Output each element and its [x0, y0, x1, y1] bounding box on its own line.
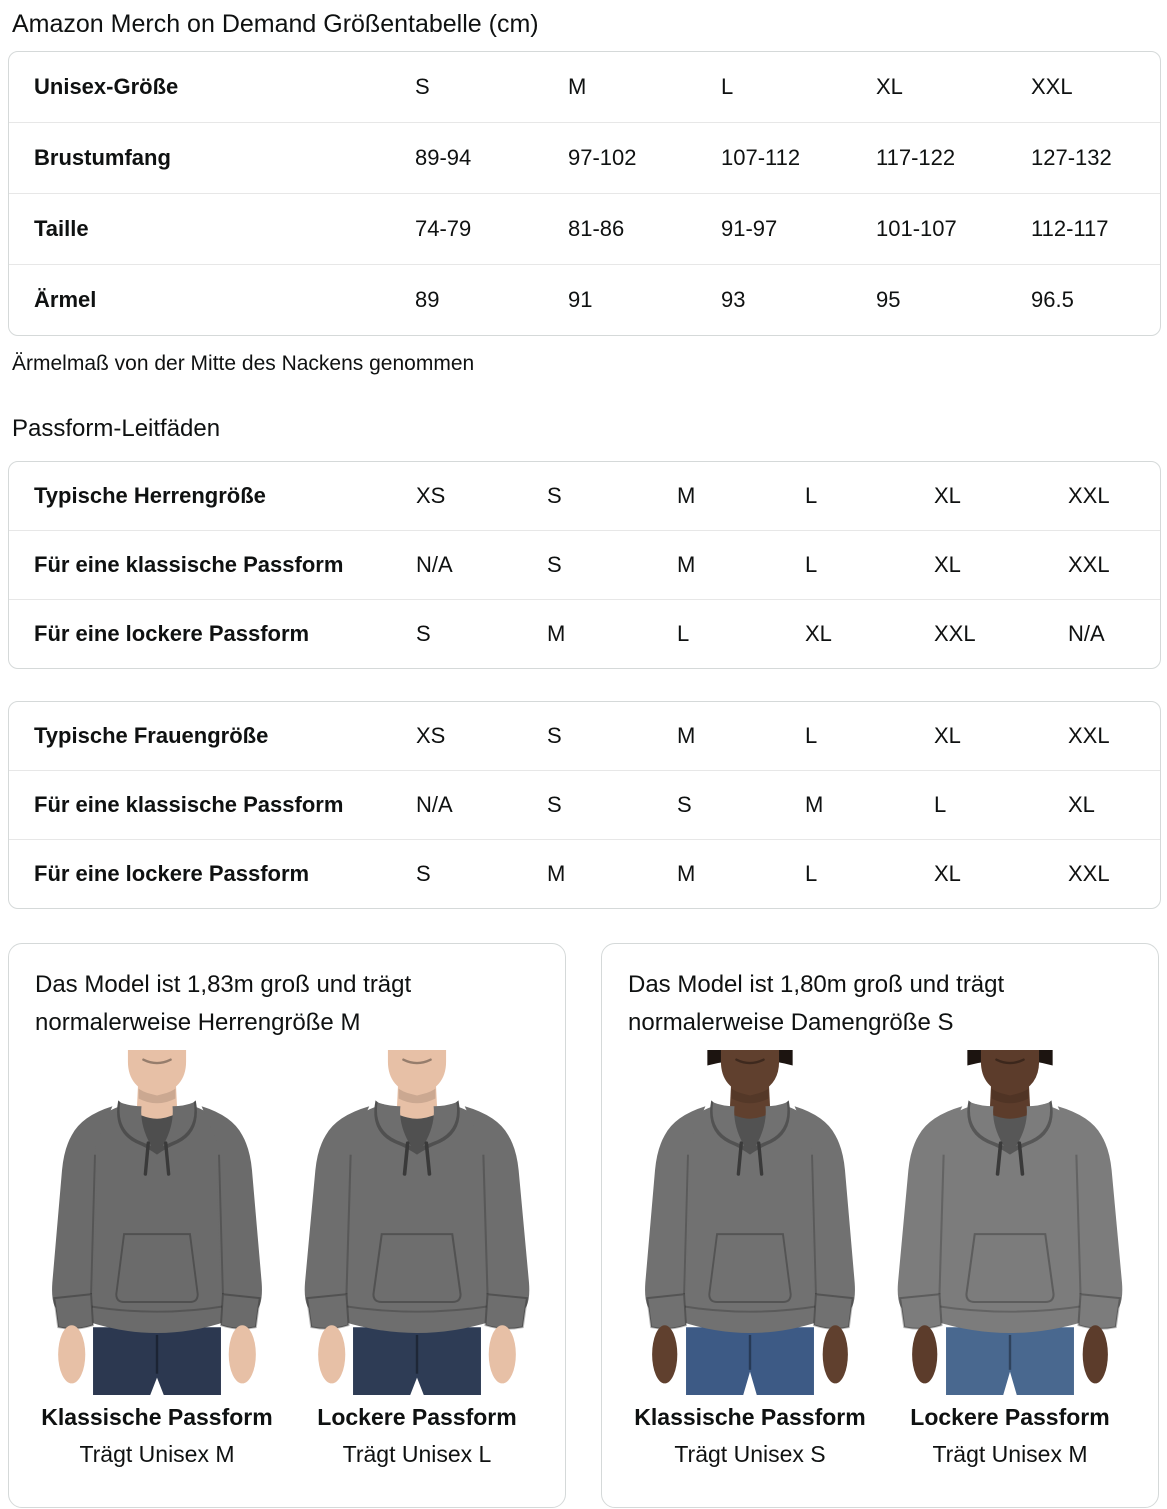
size-cell: XL — [934, 483, 961, 508]
size-cell: L — [677, 599, 805, 668]
hoodie-model-illustration — [624, 1050, 876, 1395]
hoodie-model-illustration — [291, 1050, 543, 1395]
table-row — [9, 264, 1160, 335]
size-cell: M — [547, 839, 677, 908]
size-chart-page — [0, 9, 1167, 1508]
mens-fit-table — [8, 461, 1161, 669]
size-cell: S — [547, 723, 562, 748]
womens-model-card — [601, 943, 1159, 1508]
size-cell: L — [721, 74, 734, 99]
size-cell: M — [568, 74, 587, 99]
row-label: Typische Frauengröße — [34, 723, 269, 748]
size-cell: N/A — [416, 530, 547, 599]
model-description: Das Model ist 1,83m groß und trägt normalerweise Herrengröße M — [35, 971, 412, 1036]
size-cell: M — [677, 530, 805, 599]
row-label: Für eine klassische Passform — [9, 770, 416, 839]
size-caption: Trägt Unisex M — [932, 1441, 1088, 1468]
size-cell: XXL — [1068, 530, 1160, 599]
jeans — [353, 1327, 481, 1395]
row-label: Für eine lockere Passform — [9, 599, 416, 668]
size-cell: 89 — [415, 264, 568, 335]
table-row — [9, 599, 1160, 668]
size-cell: L — [805, 723, 818, 748]
model-description: Das Model ist 1,80m groß und trägt normalerweise Damengröße S — [628, 971, 1005, 1036]
size-cell: L — [805, 483, 818, 508]
model-figure-loose-fit — [884, 1050, 1136, 1468]
size-cell: XXL — [1068, 483, 1110, 508]
size-cell: 127-132 — [1031, 122, 1160, 193]
page-title: Amazon Merch on Demand Größentabelle (cm) — [12, 10, 539, 38]
model-figure-loose-fit — [291, 1050, 543, 1468]
size-cell: M — [677, 483, 696, 508]
table-row — [9, 193, 1160, 264]
sleeve-measure-note: Ärmelmaß von der Mitte des Nackens genommen — [12, 352, 475, 375]
size-cell: XL — [876, 74, 903, 99]
size-cell: 91-97 — [721, 193, 876, 264]
size-cell: 81-86 — [568, 193, 721, 264]
row-label: Taille — [9, 193, 415, 264]
table-row — [9, 839, 1160, 908]
size-cell: 89-94 — [415, 122, 568, 193]
size-cell: M — [677, 839, 805, 908]
size-cell: L — [805, 530, 934, 599]
table-row — [9, 122, 1160, 193]
fit-caption: Klassische Passform — [41, 1404, 273, 1431]
size-cell: 97-102 — [568, 122, 721, 193]
size-cell: XS — [416, 483, 446, 508]
size-cell: XL — [1068, 770, 1160, 839]
row-label: Für eine lockere Passform — [9, 839, 416, 908]
hoodie-model-illustration — [884, 1050, 1136, 1395]
fit-guides-heading: Passform-Leitfäden — [12, 415, 221, 442]
hoodie-model-illustration — [31, 1050, 283, 1395]
table-row — [9, 52, 1160, 122]
size-cell: XL — [934, 530, 1068, 599]
row-label: Brustumfang — [9, 122, 415, 193]
size-cell: 91 — [568, 264, 721, 335]
size-cell: S — [416, 839, 547, 908]
size-cell: S — [547, 530, 677, 599]
model-figures — [31, 1050, 543, 1468]
fit-caption: Lockere Passform — [910, 1404, 1110, 1431]
model-figure-classic-fit — [624, 1050, 876, 1468]
size-cell: XL — [805, 599, 934, 668]
size-cell: 112-117 — [1031, 193, 1160, 264]
size-caption: Trägt Unisex L — [342, 1441, 492, 1468]
size-cell: S — [547, 483, 562, 508]
size-cell: 93 — [721, 264, 876, 335]
size-cell: M — [805, 770, 934, 839]
size-cell: 96.5 — [1031, 264, 1160, 335]
size-cell: S — [547, 770, 677, 839]
fit-caption: Lockere Passform — [317, 1404, 517, 1431]
row-label: Typische Herrengröße — [34, 483, 266, 508]
size-cell: 74-79 — [415, 193, 568, 264]
size-cell: L — [934, 770, 1068, 839]
size-caption: Trägt Unisex S — [674, 1441, 826, 1468]
size-cell: N/A — [416, 770, 547, 839]
size-cell: XXL — [1031, 74, 1073, 99]
model-figure-classic-fit — [31, 1050, 283, 1468]
hoodie-garment — [645, 1100, 855, 1333]
model-figures — [624, 1050, 1136, 1468]
size-cell: XL — [934, 839, 1068, 908]
size-cell: 101-107 — [876, 193, 1031, 264]
row-label: Ärmel — [9, 264, 415, 335]
size-cell: XXL — [934, 599, 1068, 668]
size-cell: M — [677, 723, 696, 748]
row-label: Unisex-Größe — [34, 74, 179, 99]
hoodie-garment — [52, 1100, 262, 1333]
table-row — [9, 702, 1160, 770]
jeans — [686, 1327, 814, 1395]
fit-caption: Klassische Passform — [634, 1404, 866, 1431]
size-cell: 95 — [876, 264, 1031, 335]
model-cards — [8, 943, 1159, 1508]
mens-model-card — [8, 943, 566, 1508]
size-cell: L — [805, 839, 934, 908]
size-cell: XS — [416, 723, 446, 748]
row-label: Für eine klassische Passform — [9, 530, 416, 599]
size-cell: S — [415, 74, 430, 99]
size-cell: 107-112 — [721, 122, 876, 193]
unisex-size-table — [8, 51, 1161, 336]
hoodie-garment — [305, 1100, 530, 1333]
size-cell: 117-122 — [876, 122, 1031, 193]
size-caption: Trägt Unisex M — [79, 1441, 235, 1468]
size-cell: XXL — [1068, 723, 1110, 748]
size-cell: N/A — [1068, 599, 1160, 668]
womens-fit-table — [8, 701, 1161, 909]
size-cell: XL — [934, 723, 961, 748]
table-row — [9, 770, 1160, 839]
jeans — [93, 1327, 221, 1395]
size-cell: M — [547, 599, 677, 668]
size-cell: XXL — [1068, 839, 1160, 908]
jeans — [946, 1327, 1074, 1395]
hoodie-garment — [898, 1100, 1123, 1333]
size-cell: S — [416, 599, 547, 668]
table-row — [9, 462, 1160, 530]
table-row — [9, 530, 1160, 599]
size-cell: S — [677, 770, 805, 839]
